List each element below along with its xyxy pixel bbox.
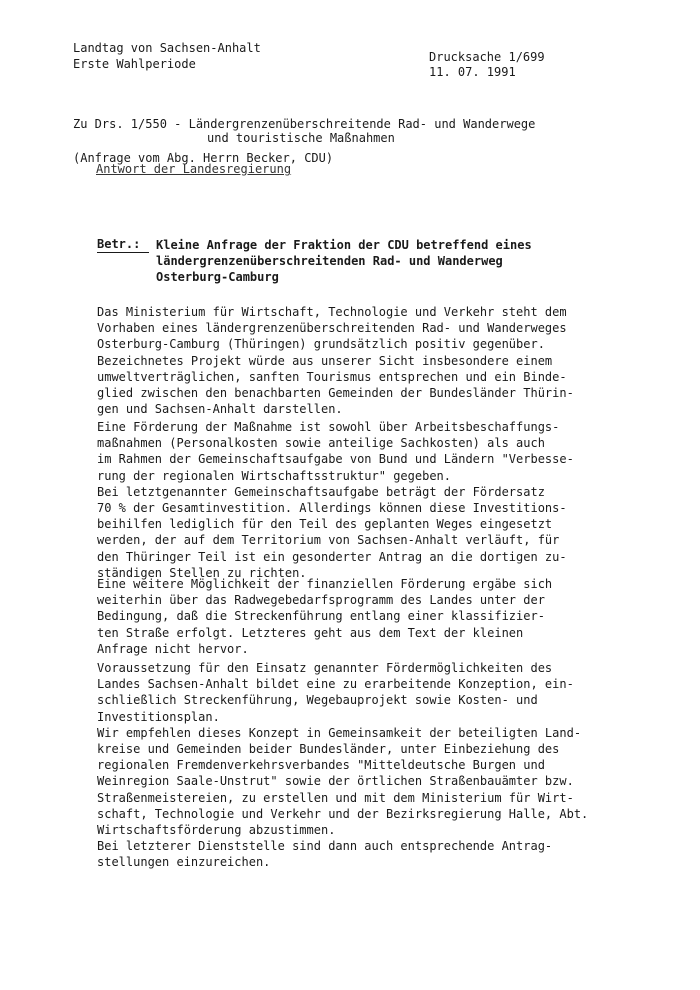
text-line: Weinregion Saale-Unstrut" sowie der örtlichen Straßenbauämter bzw. — [97, 774, 574, 789]
paragraph-3 — [97, 576, 657, 657]
text-line: umweltverträglichen, sanften Tourismus entsprechen und ein Binde- — [97, 369, 567, 384]
text-line: weiterhin über das Radwegebedarfsprogramm des Landes unter der — [97, 593, 545, 608]
text-line: beihilfen lediglich für den Teil des geplanten Weges eingesetzt — [97, 517, 553, 532]
text-line: 70 % der Gesamtinvestition. Allerdings können diese Investitions- — [97, 501, 567, 516]
subject-line: Osterburg-Camburg — [156, 270, 279, 284]
text-line: Bei letztgenannter Gemeinschaftsaufgabe beträgt der Fördersatz — [97, 484, 545, 499]
subject-line: ländergrenzenüberschreitenden Rad- und Wanderweg — [156, 254, 503, 268]
text-line: Landes Sachsen-Anhalt bildet eine zu erarbeitende Konzeption, ein- — [97, 677, 574, 692]
paragraph-4 — [97, 660, 657, 871]
text-line: im Rahmen der Gemeinschaftsaufgabe von Bund und Ländern "Verbesse- — [97, 452, 574, 467]
text-line: schließlich Streckenführung, Wegebauprojekt sowie Kosten- und — [97, 693, 538, 708]
text-line: Eine weitere Möglichkeit der finanziellen Förderung ergäbe sich — [97, 577, 553, 591]
text-line: glied zwischen den benachbarten Gemeinden der Bundesländer Thürin- — [97, 386, 574, 401]
text-line: Voraussetzung für den Einsatz genannter Fördermöglichkeiten des — [97, 661, 553, 675]
text-line: kreise und Gemeinden beider Bundesländer, unter Einbeziehung des — [97, 742, 560, 757]
text-line: regionalen Fremdenverkehrsverbandes "Mitteldeutsche Burgen und — [97, 758, 545, 773]
document-number: Drucksache 1/699 — [429, 50, 545, 64]
text-line: ten Straße erfolgt. Letzteres geht aus dem Text der kleinen — [97, 625, 524, 640]
text-line: den Thüringer Teil ist ein gesonderter Antrag an die dortigen zu- — [97, 549, 567, 564]
text-line: Straßenmeistereien, zu erstellen und mit dem Ministerium für Wirt- — [97, 790, 574, 805]
text-line: Anfrage nicht hervor. — [97, 641, 249, 656]
text-line: Investitionsplan. — [97, 709, 220, 724]
subject-label: Betr.: — [97, 237, 149, 253]
text-line: Bezeichnetes Projekt würde aus unserer Sicht insbesondere einem — [97, 353, 553, 368]
inquiry-note: (Anfrage vom Abg. Herrn Becker, CDU) — [73, 151, 334, 165]
text-line: Vorhaben eines ländergrenzenüberschreitenden Rad- und Wanderweges — [97, 321, 567, 336]
text-line: werden, der auf dem Territorium von Sachsen-Anhalt verläuft, für — [97, 533, 560, 548]
text-line: ständigen Stellen zu richten. — [97, 565, 307, 580]
text-line: Wir empfehlen dieses Konzept in Gemeinsamkeit der beteiligten Land- — [97, 725, 582, 740]
reference-line-cont: und touristische Maßnahmen — [207, 131, 395, 145]
reference-line: Zu Drs. 1/550 - Ländergrenzenüberschreitende Rad- und Wanderwege — [73, 117, 536, 131]
document-date: 11. 07. 1991 — [429, 65, 516, 79]
subject-line: Kleine Anfrage der Fraktion der CDU betreffend eines — [156, 238, 532, 252]
paragraph-2 — [97, 419, 657, 581]
text-line: schaft, Technologie und Verkehr und der Bezirksregierung Halle, Abt. — [97, 806, 589, 821]
text-line: gen und Sachsen-Anhalt darstellen. — [97, 402, 343, 417]
text-line: Bedingung, daß die Streckenführung entlang einer klassifizier- — [97, 609, 545, 624]
text-line: Bei letzterer Dienststelle sind dann auch entsprechende Antrag- — [97, 839, 553, 854]
electoral-period: Erste Wahlperiode — [73, 57, 196, 71]
paragraph-1 — [97, 304, 657, 417]
answer-label: Antwort der Landesregierung — [96, 162, 292, 176]
text-line: Osterburg-Camburg (Thüringen) grundsätzlich positiv gegenüber. — [97, 337, 545, 352]
text-line: rung der regionalen Wirtschaftsstruktur" gegeben. — [97, 468, 452, 483]
parliament-name: Landtag von Sachsen-Anhalt — [73, 41, 261, 55]
text-line: maßnahmen (Personalkosten sowie anteilige Sachkosten) als auch — [97, 436, 545, 451]
text-line: Eine Förderung der Maßnahme ist sowohl über Arbeitsbeschaffungs- — [97, 420, 560, 434]
text-line: Das Ministerium für Wirtschaft, Technologie und Verkehr steht dem — [97, 305, 567, 319]
text-line: stellungen einzureichen. — [97, 855, 271, 870]
text-line: Wirtschaftsförderung abzustimmen. — [97, 823, 336, 838]
